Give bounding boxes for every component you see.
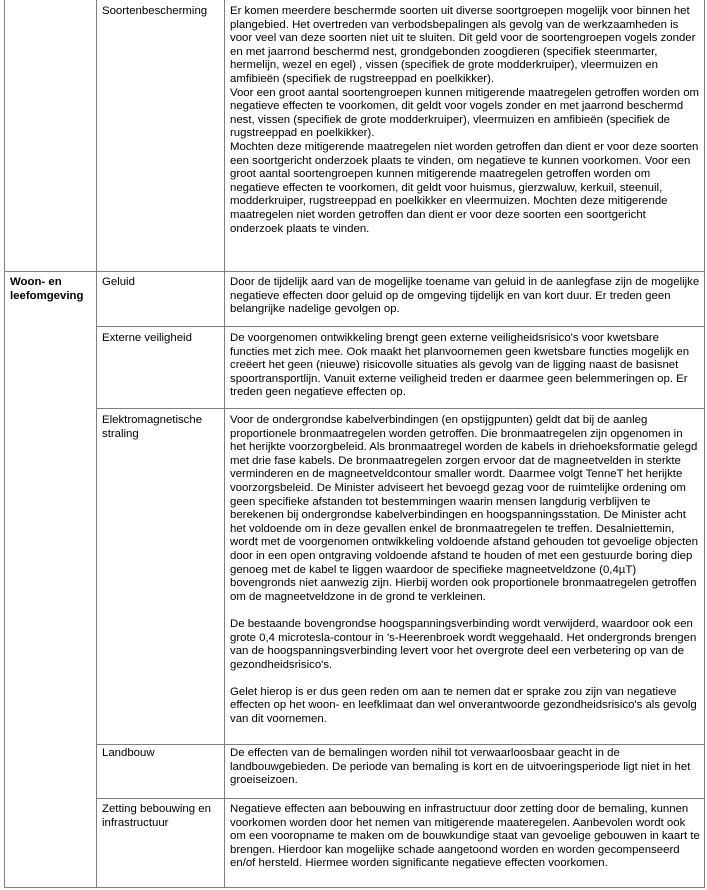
subtopic-label: Soortenbescherming [102,5,208,17]
row-description [230,414,701,727]
subtopic-label: Elektromagnetische straling [102,414,203,440]
paragraph: Negatieve effecten aan bebouwing en infrastructuur door zetting door de bemaling, kunnen voorkomen worden door het nemen van mitigerende maateregelen. Aanbevolen wordt ook om een vooropname te maken om de bouwkundige staat van gevoelige gebouwen in kaart te brengen. Hierdoor kan mogelijke schade aangetoond worden en worden gecompenseerd en/of hersteld. Hiermee worden significante negatieve effecten voorkomen. [230,803,700,870]
topic-label: Woon- en leefomgeving [10,276,84,302]
table-border-right [704,0,705,888]
paragraph: De effecten van de bemalingen worden nihil tot verwaarloosbaar geacht in de landbouwgebieden. De periode van bemaling is kort en de uitvoeringsperiode ligt niet in het groeiseizoen. [230,747,691,787]
column-divider-1 [96,0,97,888]
paragraph: Er komen meerdere beschermde soorten uit diverse soortgroepen mogelijk voor binnen het plangebied. Het overtreden van verbodsbepalingen als gevolg van de werkzaamheden is voor veel van deze soorten niet uit te sluiten. Dit geld voor de soortengroepen vogels zonder en met jaarrond beschermd nest, grondgebonden zoogdieren (specifiek steenmarter, hermelijn, wezel en egel) , vissen (specifiek de grote modderkruiper), vleermuizen en amfibieën (specifiek de rugstreeppad en poelkikker). [230,5,696,85]
column-divider-2 [224,0,225,888]
subtopic-label: Externe veiligheid [102,332,192,344]
row-description [230,332,701,400]
row-divider [96,798,705,799]
table-border-left [4,0,5,888]
subtopic-label: Zetting bebouwing en infrastructuur [102,803,211,829]
paragraph: Mochten deze mitigerende maatregelen niet worden getroffen dan dient er voor deze soorten een soortgericht onderzoek plaats te vinden, om negatieve te kunnen voorkomen. Voor een groot aantal soortengroepen kunnen mitigerende maatregelen getroffen worden om negatieve effecten te voorkomen, dit geldt voor huismus, gierzwaluw, kerkuil, steenuil, modderkruiper, rugstreeppad en poelkikker en vleermuizen. Mochten deze mitigerende maatregelen niet worden getroffen dan dient er voor deze soorten een soortgericht onderzoek plaats te vinden. [230,140,699,235]
paragraph: De bestaande bovengrondse hoogspanningsverbinding wordt verwijderd, waardoor ook een grote 0,4 microtesla-contour in 's-Heerenbroek wordt weggehaald. Het ondergronds brengen van de hoogspanningsverbinding levert voor het overgrote deel een verbetering op van de gezondheidsrisico's. [230,617,697,671]
paragraph: Gelet hierop is er dus geen reden om aan te nemen dat er sprake zou zijn van negatieve effecten op het woon- en leefklimaat dan wel onverantwoorde gezondheidsrisico's als gevolg van dit voornemen. [230,685,697,726]
row-divider [96,408,705,409]
table-border-bottom [4,887,705,888]
paragraph-spacer [230,672,701,686]
row-divider [96,744,705,745]
paragraph: Voor een groot aantal soortengroepen kunnen mitigerende maatregelen getroffen worden om negatieve effecten te voorkomen, dit geldt voor vogels zonder en met jaarrond beschermd nest, vissen (specifiek de grote modderkruiper), vleermuizen en amfibieën (specifiek de rugstreeppad en poelkikker). [230,86,700,140]
row-divider [96,326,705,327]
paragraph: Door de tijdelijk aard van de mogelijke toename van geluid in de aanlegfase zijn de mogelijke negatieve effecten door geluid op de omgeving tijdelijk en van kort duur. Er treden geen belangrijke nadelige gevolgen op. [230,276,700,316]
paragraph-spacer [230,604,701,618]
subtopic-label: Geluid [102,276,135,288]
row-description [230,747,701,788]
row-description [230,276,701,317]
section-divider [4,271,705,272]
paragraph: De voorgenomen ontwikkeling brengt geen externe veiligheidsrisico's voor kwetsbare functies met zich mee. Ook maakt het planvoornemen geen kwetsbare functies mogelijk en creëert het geen (nieuwe) risicovolle situaties als gevolg van de ligging naast de basisnet spoortransportlijn. Vanuit externe veiligheid treden er daarmee geen belemmeringen op. Er treden geen negatieve effecten op. [230,332,690,399]
subtopic-label: Landbouw [102,747,155,759]
row-description [230,803,701,871]
paragraph: Voor de ondergrondse kabelverbindingen (en opstijgpunten) geldt dat bij de aanleg proportionele bronmaatregelen worden getroffen. Die bronmaatregelen zijn opgenomen in het herijkte voorzorgbeleid. Als bronmaatregel worden de kabels in driehoeksformatie gelegd met drie fase kabels. De bronmaatregelen zorgen ervoor dat de magneetvelden in sterkte verminderen en de magneetveldcontour smaller wordt. Daarmee volgt TenneT het herijkte voorzorgsbeleid. De Minister adviseert het bevoegd gezag voor de ruimtelijke ordening om geen specifieke afstanden tot bestemmingen waarin mensen langdurig verblijven te berekenen bij ondergrondse kabelverbindingen en hoogspanningsstation. De Minister acht het voldoende om in deze gevallen enkel de bronmaatregelen te treffen. Desalniettemin, wordt met de voorgenomen ontwikkeling voldoende afstand gehouden tot gevoelige objecten door in een open ontgraving voldoende afstand te houden of met een gestuurde boring diep genoeg met de kabel te liggen waardoor de specifieke magneetveldzone (0,4µT) bovengronds niet aanwezig zijn. Hierbij worden ook proportionele bronmaatregelen getroffen om de magneetveldzone in de grond te verkleinen. [230,414,698,603]
effects-table [4,0,705,888]
row-description [230,5,701,236]
